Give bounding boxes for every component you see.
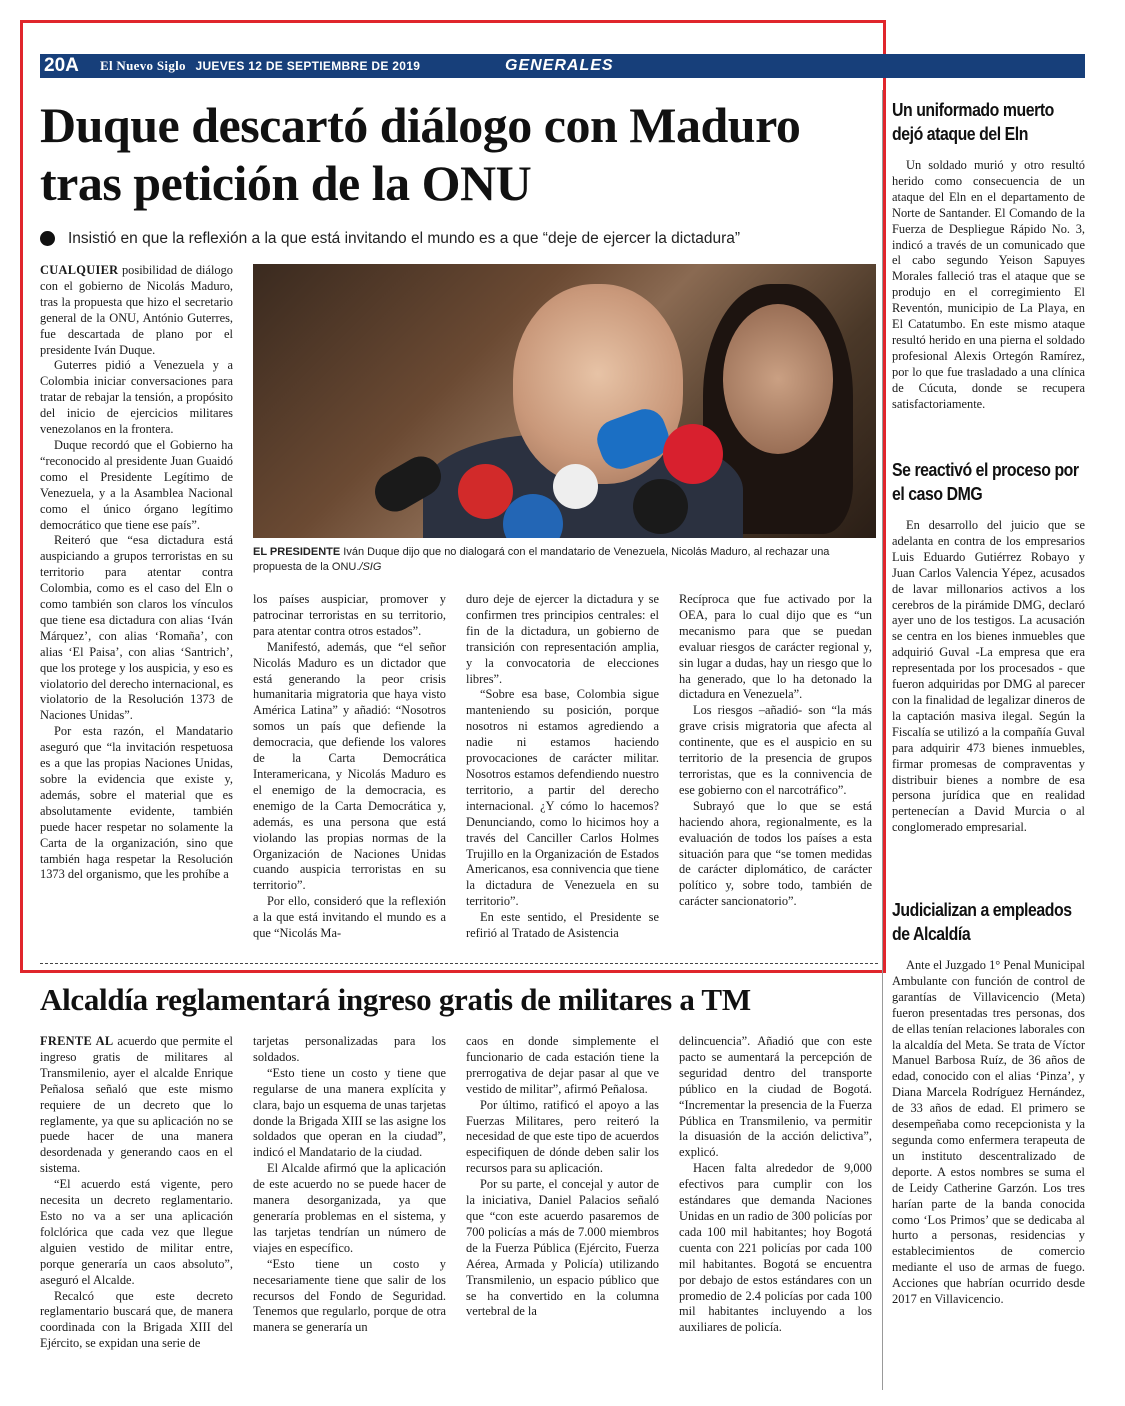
caption-text: Iván Duque dijo que no dialogará con el mandatario de Venezuela, Nicolás Maduro, al rechazar una propuesta de la ONU. — [253, 546, 830, 573]
sidebar-headline-1: Un uniformado muerto dejó ataque del Eln — [892, 100, 1054, 144]
paragraph: Un soldado murió y otro resultó herido como consecuencia de un ataque del Eln en el departamento de Norte de Santander. El Comando de la Fuerza de Despliegue Rápido No. 3, indicó a través de un comunicado que el cabo segundo Yeison Sapuyes Morales falleció tras el ataque que se produjo en el corregimiento El Reventón, municipio de La Playa, en El Catatumbo. En este mismo ataque resultó herido en una pierna el soldado profesional Alexis Ortegón Ramírez, por lo que fue trasladado a una clínica de Cúcuta, donde se recupera satisfactoriamente. — [892, 158, 1085, 411]
paragraph: Por su parte, el concejal y autor de la iniciativa, Daniel Palacios señaló que “con este acuerdo pasaremos de 700 policías a más de 7.000 miembros de la Fuerza Pública (Ejército, Fuerza Aérea, Armada y Policía) utilizando Transmilenio, un espacio público que se ha convertido en la columna vertebral de la — [466, 1177, 659, 1319]
main-subtitle: Insistió en que la reflexión a la que está invitando el mundo es a que “deje de ejercer la dictadura” — [68, 230, 741, 247]
paragraph: Reiteró que “esa dictadura está auspiciando a grupos terroristas en su territorio para atentar contra Colombia, como es el caso del Eln o como también son claros los vínculos que tiene esa dictadura con alias ‘Iván Márquez’, con alias ‘Romaña’, con alias ‘El Paisa’, con alias ‘Santrich’, que los protege y los auspicia, y eso es violatorio del derecho internacional, es violatorio de la Resolución 1373 de Naciones Unidas”. — [40, 533, 234, 723]
issue-date: JUEVES 12 DE SEPTIEMBRE DE 2019 — [195, 59, 421, 73]
paragraph: Los riesgos –añadió- son “la más grave crisis migratoria que afecta al continente, que es el auspicio en su territorio de la presencia de grupos terroristas, que es la connivencia de ese gobierno con el narcotráfico”. — [679, 703, 872, 797]
bullet-icon — [40, 231, 55, 246]
paragraph: posibilidad de diálogo con el gobierno de Nicolás Maduro, tras la propuesta que hizo el secretario general de la ONU, António Guterres, fue descartada de plano por el presidente Iván Duque. — [40, 263, 233, 357]
article-divider — [40, 963, 878, 964]
paragraph: “Esto tiene un costo y necesariamente tiene que salir de los recursos del Fondo de Seguridad. Tenemos que regularlo, porque de otra manera se generaría un — [253, 1256, 446, 1335]
main-article-column-3 — [466, 592, 659, 942]
main-article-column-4 — [679, 592, 872, 910]
paragraph: “Esto tiene un costo y tiene que regularse de una manera explícita y clara, bajo un esquema de unas tarjetas donde la Brigada XIII se las asigne los soldados que operan en la ciudad”, indicó el Mandatario de la ciudad. — [253, 1065, 447, 1160]
paragraph: Por ello, consideró que la reflexión a la que está invitando el mundo es a que “Nicolás Ma- — [253, 894, 446, 941]
paragraph: Manifestó, además, que “el señor Nicolás Maduro es un dictador que está generando la peor crisis humanitaria migratoria que haya visto América Latina” y añadió: “Nosotros somos un país que defiende la democracia, que defiende los valores de la Carta Democrática Interamericana, y Nicolás Maduro es el enemigo de la democracia, es enemigo de la Carta Democrática y, además, es una persona que está violando las propias normas de la Organización de Naciones Unidas cuando auspicia terroristas en su territorio”. — [253, 639, 446, 893]
sidebar-headline-2: Se reactivó el proceso por el caso DMG — [892, 460, 1079, 504]
main-article-column-1 — [40, 263, 233, 883]
paragraph: Ante el Juzgado 1° Penal Municipal Ambulante con función de control de garantías de Villavicencio (Meta) fueron presentadas tres personas, dos de ellas tenían relaciones laborales con la alcaldía del Meta. Se trata de Víctor Manuel Barbosa Ruíz, de 36 años de edad, conocido con el alias ‘Pinza’, y Diana Marcela Rodríguez Hernández, de 33 años de edad. El primero se desempeñaba como recepcionista y la segunda como enfermera terapeuta de un instituto descentralizado de deporte. A estos nombres se suma el de Leidy Catherine Garzón. Los tres harían parte de la banda conocida como ‘Los Primos’ que se dedicaba al hurto a personas, residencias y establecimientos de comercio mediante el uso de armas de fuego. Acciones que habrían ocurrido desde 2017 en Villavicencio. — [892, 958, 1085, 1307]
paragraph: Por último, ratificó el apoyo a las Fuerzas Militares, pero reiteró la necesidad de que este tipo de acuerdos especifiquen de dónde deben salir los recursos para su aplicación. — [466, 1097, 659, 1176]
paragraph: Subrayó que lo que se está haciendo ahora, regionalmente, es la evaluación de todos los países a esta situación para que “se tomen medidas de carácter diplomático, de carácter político y, sobre todo, también de carácter sancionatorio”. — [679, 798, 872, 909]
paragraph: delincuencia”. Añadió que con este pacto se aumentará la percepción de seguridad dentro del transporte público en la ciudad de Bogotá. “Incrementar la presencia de la Fuerza Pública en Transmilenio, va permitir la disuasión de la acción delictiva”, explicó. — [679, 1034, 872, 1160]
masthead — [100, 54, 420, 78]
photo-caption — [253, 545, 876, 575]
main-headline: Duque descartó diálogo con Maduro tras petición de la ONU — [40, 97, 801, 211]
sidebar-brief-2 — [892, 518, 1085, 836]
paragraph: Duque recordó que el Gobierno ha “reconocido al presidente Juan Guaidó como el Presidente Legítimo de Venezuela, y a la Asamblea Nacional como el único órgano legítimo democrático que tiene ese país”. — [40, 437, 233, 532]
sidebar-brief-1 — [892, 158, 1085, 413]
paragraph: “El acuerdo está vigente, pero necesita un decreto reglamentario. Esto no va a ser una aplicación folclórica que cada vez que llegue alguien vestido de militar entre, porque generaría un caos absoluto”, aseguró el Alcalde. — [40, 1177, 233, 1287]
sidebar-rule — [882, 90, 883, 1390]
main-article-column-2 — [253, 592, 446, 942]
paragraph: El Alcalde afirmó que la aplicación de este acuerdo no se puede hacer de manera desorganizada, ya que generaría problemas en el sistema, y las tarjetas tendrían un número de viajes en específico. — [253, 1161, 446, 1255]
second-article-column-4 — [679, 1034, 872, 1336]
paragraph: caos en donde simplemente el funcionario de cada estación tiene la prerrogativa de dejar pasar al que ve vestido de militar”, afirmó Peñalosa. — [466, 1034, 659, 1096]
sidebar-headline-3: Judicializan a empleados de Alcaldía — [892, 900, 1072, 944]
paragraph: “Sobre esa base, Colombia sigue manteniendo su posición, porque nosotros ni estamos agrediendo a nadie ni estamos haciendo provocaciones de carácter militar. Nosotros estamos defendiendo nuestro territorio, a partir del derecho internacional. ¿Y cómo lo hacemos? Denunciando, como lo hicimos hoy a través del Canciller Carlos Holmes Trujillo en la Organización de Estados Americanos, esa connivencia que tiene la dictadura de Venezuela en su territorio”. — [466, 687, 660, 909]
caption-lead: EL PRESIDENTE — [253, 546, 341, 558]
second-article-column-1 — [40, 1034, 233, 1352]
paragraph: acuerdo que permite el ingreso gratis de militares al Transmilenio, ayer el alcalde Enrique Peñalosa señaló que este mismo requiere de un decreto que lo reglamente, ya que su aplicación no se puede hacer de una manera desordenada y generando caos en el sistema. — [40, 1034, 233, 1176]
paragraph: En desarrollo del juicio que se adelanta en contra de los empresarios Luis Eduardo Gutiérrez Robayo y Juan Carlos Valencia Yépez, acusados de lavar millonarios activos a los cerebros de la pirámide DMG, declaró ayer uno de los testigos. La acusación se centra en los bienes inmuebles que adquirió Guval -La empresa que era representada por los procesados - que fueron adquiridas por DMG al parecer con la finalidad de legalizar dineros de la captación masiva ilegal. Según la Fiscalía se utilizó a la compañía Guval para adquirir 473 bienes inmuebles, firmar promesas de compraventas y distribuir bienes a nombre de esa persona jurídica que en realidad pertenecían a David Murcia o al conglomerado empresarial. — [892, 518, 1085, 835]
paragraph: Hacen falta alrededor de 9,000 efectivos para cumplir con los estándares que demanda Naciones Unidas en un radio de 300 policías por cada 100 mil habitantes; hoy Bogotá cuenta con 221 policías por cada 100 mil habitantes. Bogotá se encuentra por debajo de estos estándares con un promedio de 2.4 policías por cada 100 mil habitantes incluyendo a los auxiliares de policía. — [679, 1161, 872, 1335]
section-name: GENERALES — [505, 57, 614, 74]
paper-name: El Nuevo Siglo — [100, 58, 186, 73]
second-article-column-2 — [253, 1034, 446, 1336]
paragraph: Recíproca que fue activado por la OEA, para lo cual dijo que es “un mecanismo para que se puedan evaluar riesgos de carácter regional y, sin lugar a dudas, hay un riesgo que lo ha generado, que lo ha detonado la dictadura en Venezuela”. — [679, 592, 872, 702]
paragraph: duro deje de ejercer la dictadura y se confirmen tres principios centrales: el fin de la dictadura, un gobierno de transición con representación amplia, y la convocatoria de elecciones libres”. — [466, 592, 659, 686]
paragraph: Guterres pidió a Venezuela y a Colombia iniciar conversaciones para tratar de rebajar la tensión, a propósito del inicio de ejercicios militares venezolanos en la frontera. — [40, 358, 233, 437]
lead-word: FRENTE AL — [40, 1034, 114, 1048]
paragraph: Por esta razón, el Mandatario aseguró que “la invitación respetuosa es a que las propias Naciones Unidas, sobre la evidencia que existe y, además, sobre el material que es absolutamente evidente, también puede hacer respetar no solamente la Carta de la organización, sino que también haga respetar la Resolución 1373 del organismo, que les prohíbe a — [40, 724, 233, 882]
lead-word: CUALQUIER — [40, 263, 119, 277]
paragraph: En este sentido, el Presidente se refirió al Tratado de Asistencia — [466, 910, 659, 941]
paragraph: los países auspiciar, promover y patrocinar terroristas en su territorio, para atentar contra otros estados”. — [253, 592, 446, 638]
second-headline: Alcaldía reglamentará ingreso gratis de militares a TM — [40, 982, 751, 1017]
sidebar-brief-3 — [892, 958, 1085, 1308]
paragraph: Recalcó que este decreto reglamentario buscará que, de manera coordinada con la Brigada XIII del Ejército, se expidan una serie de — [40, 1288, 233, 1351]
page-number: 20A — [44, 55, 79, 76]
paragraph: tarjetas personalizadas para los soldados. — [253, 1034, 446, 1064]
second-article-column-3 — [466, 1034, 659, 1320]
press-photo — [253, 264, 876, 538]
photo-credit: /SIG — [359, 561, 382, 573]
